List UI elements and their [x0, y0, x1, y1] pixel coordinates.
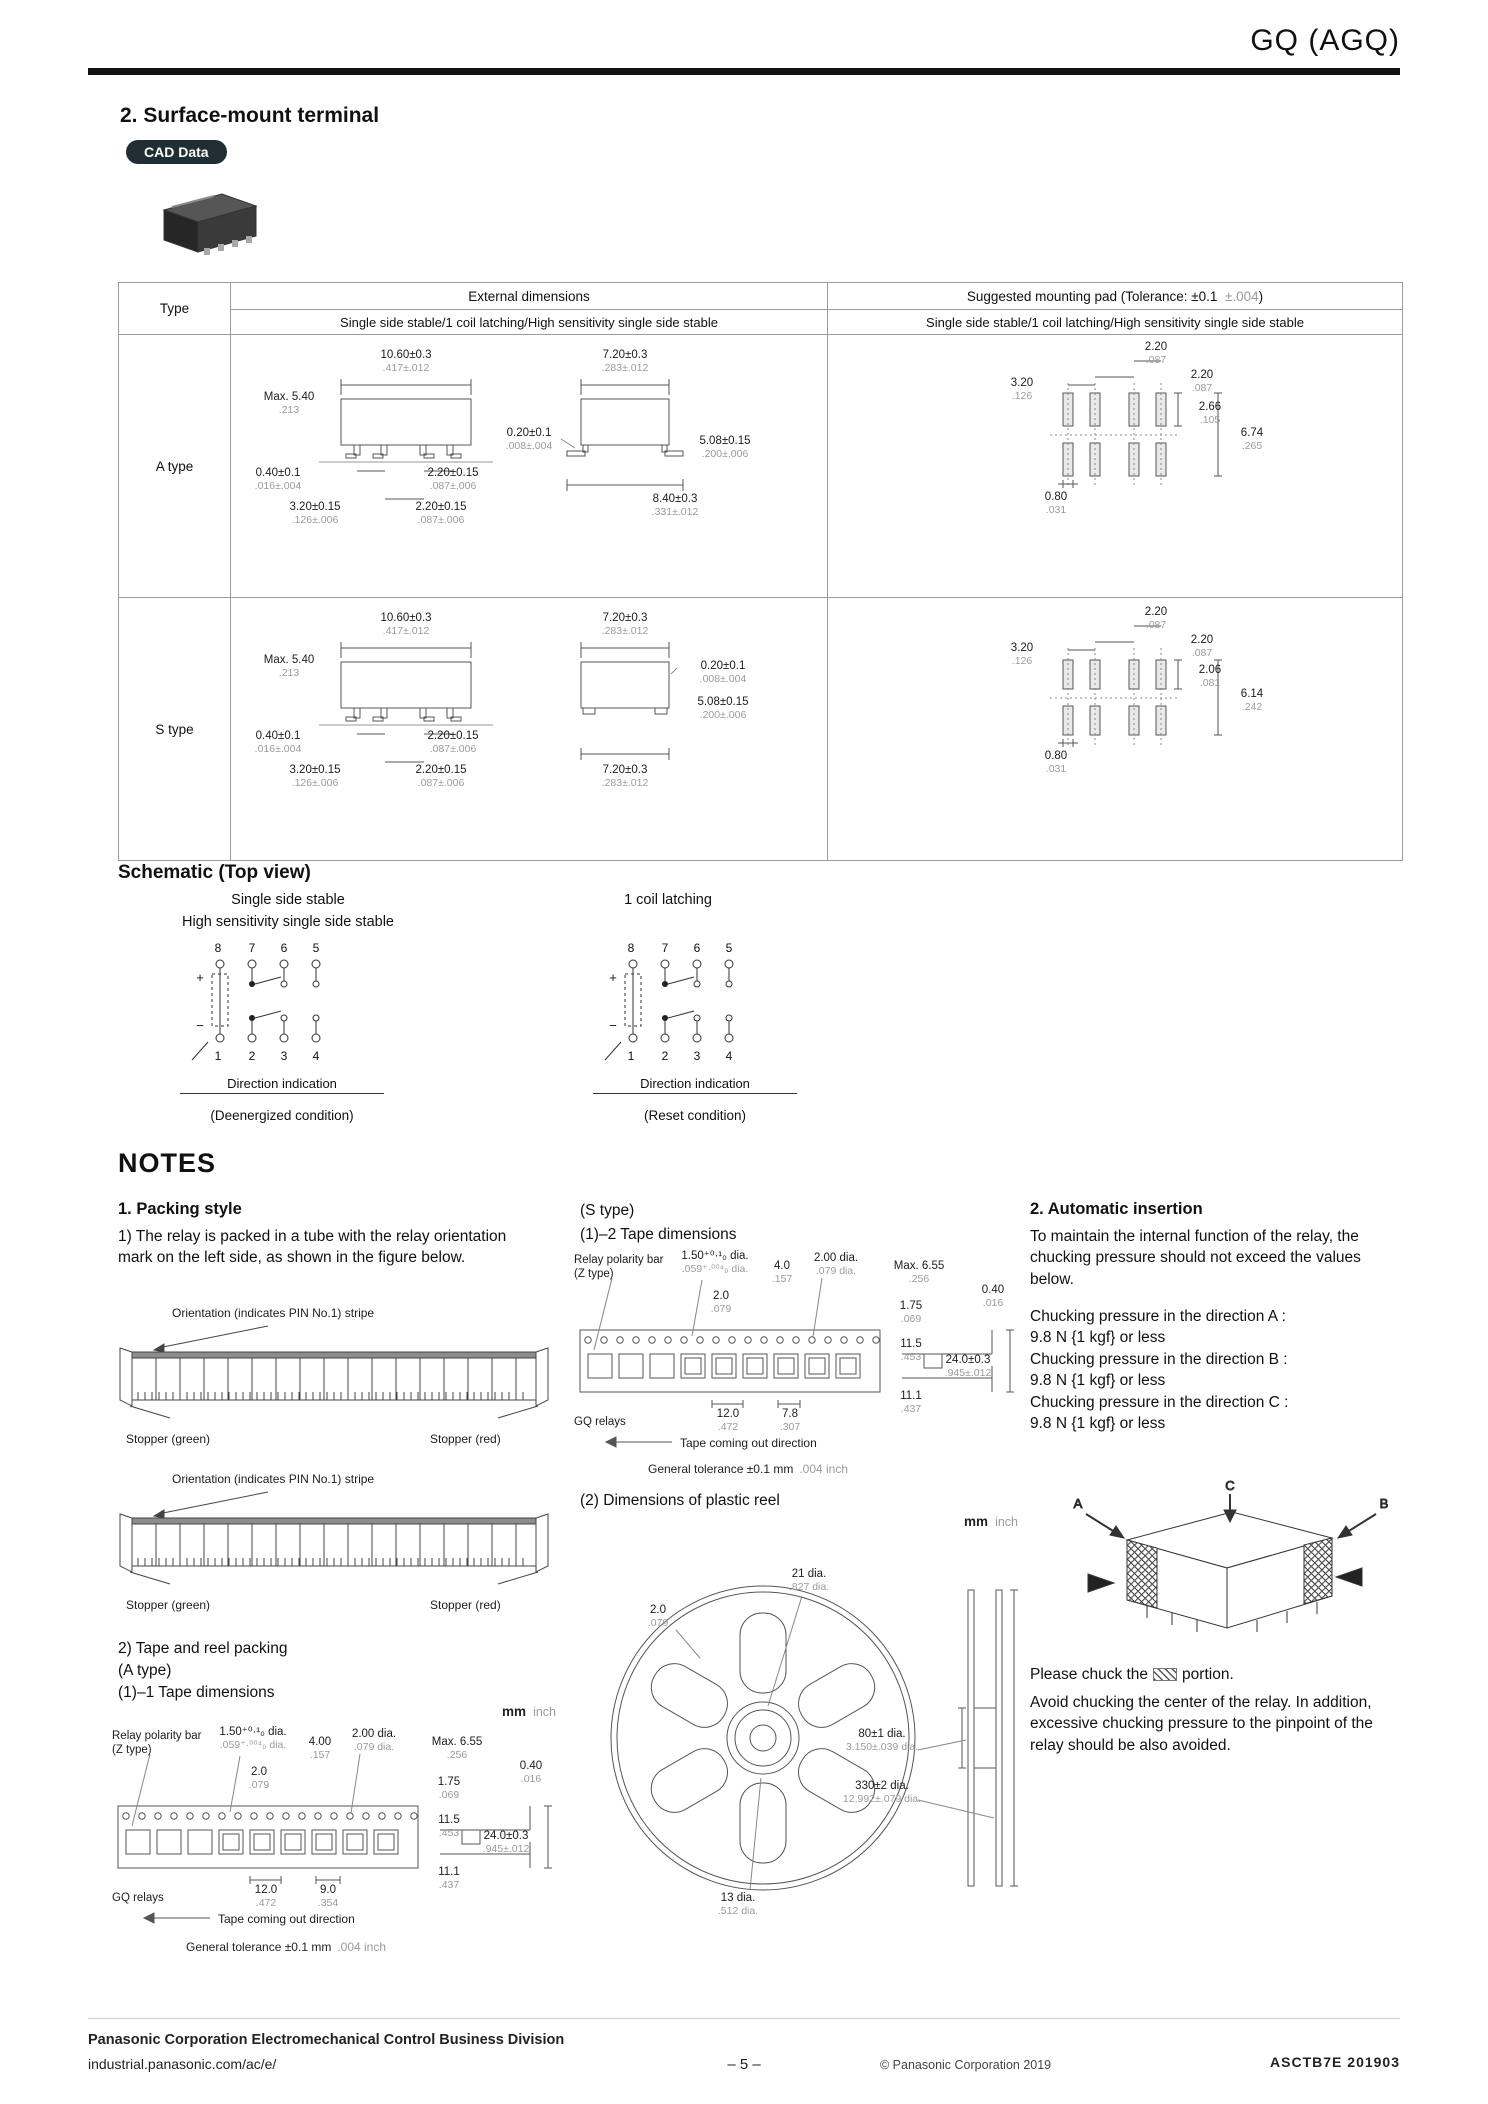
- dim-tape-175: 1.75 .069: [437, 1776, 461, 1802]
- svg-text:3: 3: [693, 1049, 701, 1063]
- svg-text:1: 1: [627, 1049, 635, 1063]
- dim-tape-040: 0.40 .016: [519, 1760, 543, 1786]
- dim-reel-13dia: 13 dia. .512 dia.: [717, 1892, 759, 1918]
- dim-tape-175: 1.75 .069: [899, 1300, 923, 1326]
- dim-tape-max-655: Max. 6.55 .256: [431, 1736, 483, 1762]
- dimensions-table: [118, 282, 1403, 861]
- dim-a-max-height: Max. 5.40 .213: [263, 391, 315, 417]
- dim-s-pad-pitch-1: 2.20 .087: [1144, 606, 1168, 632]
- reel-drawing: [578, 1538, 1028, 1938]
- footer-copyright: © Panasonic Corporation 2019: [880, 2058, 1052, 2072]
- orientation-stripe-label: Orientation (indicates PIN No.1) stripe: [172, 1472, 375, 1486]
- dim-reel-330dia: 330±2 dia. 12.992±.079 dia.: [842, 1780, 922, 1806]
- units-mm-inch: mm inch: [964, 1514, 1018, 1529]
- pad-header-close: ): [1258, 288, 1264, 304]
- dim-tape-max-655: Max. 6.55 .256: [893, 1260, 945, 1286]
- plastic-reel-figure: [578, 1538, 1028, 1938]
- section-title: 2. Surface-mount terminal: [120, 104, 380, 127]
- tape-dimensions-a-figure: [110, 1726, 562, 1934]
- schematic-single-side-stable: [162, 940, 402, 1135]
- row-s-type-label: S type: [119, 598, 231, 861]
- tape-dimensions-2-heading: (1)–2 Tape dimensions: [580, 1226, 737, 1243]
- dim-s-total-width: 7.20±0.3 .283±.012: [601, 764, 649, 790]
- polarity-line-2: (Z type): [112, 1743, 152, 1756]
- col-type-header: Type: [119, 283, 231, 335]
- dim-a-pitch-3: 2.20±0.15 .087±.006: [415, 501, 467, 527]
- dim-a-pin-width: 0.40±0.1 .016±.004: [254, 467, 302, 493]
- svg-text:5: 5: [725, 941, 733, 955]
- dim-tape-120: 12.0 .472: [716, 1408, 740, 1434]
- dim-tape-hole-dia: 2.00 dia. .079 dia.: [351, 1728, 397, 1754]
- dim-s-pad-width: 0.80 .031: [1044, 750, 1068, 776]
- general-tolerance-note: General tolerance ±0.1 mm .004 inch: [648, 1462, 849, 1476]
- chucking-direction-figure: [1032, 1478, 1412, 1653]
- stopper-green-label: Stopper (green): [126, 1432, 211, 1446]
- tape-dimensions-s-figure: [572, 1250, 1024, 1458]
- gq-relays-label: GQ relays: [112, 1892, 164, 1904]
- dim-tape-4mm: 4.0 .157: [771, 1260, 793, 1286]
- chucking-direction-b: Chucking pressure in the direction B :: [1030, 1350, 1288, 1368]
- svg-text:A: A: [1073, 1496, 1083, 1511]
- footer-company: Panasonic Corporation Electromechanical Control Business Division: [88, 2032, 565, 2048]
- dim-s-pad-pitch-2: 2.20 .087: [1190, 634, 1214, 660]
- dim-a-pad-width: 0.80 .031: [1044, 491, 1068, 517]
- dim-a-pad-mid-pitch: 3.20 .126: [1010, 377, 1034, 403]
- a-pad-cell: [828, 335, 1403, 598]
- chuck-post-text: portion.: [1182, 1666, 1234, 1683]
- svg-text:C: C: [1225, 1478, 1235, 1493]
- dim-tape-4mm: 4.00 .157: [308, 1736, 332, 1762]
- a-pad-drawing: [828, 335, 1402, 597]
- dim-s-width: 10.60±0.3 .417±.012: [380, 612, 432, 638]
- chuck-instruction-line: [1030, 1664, 1410, 1685]
- dim-reel-80dia: 80±1 dia. 3.150±.039 dia.: [845, 1728, 919, 1754]
- dim-s-pad-mid-pitch: 3.20 .126: [1010, 642, 1034, 668]
- dim-tape-2mm: 2.0 .079: [710, 1290, 732, 1316]
- schematic-right-caption: 1 coil latching: [624, 892, 712, 908]
- dim-a-standoff: 0.20±0.1 .008±.004: [505, 427, 553, 453]
- schematic-left-caption-1: Single side stable: [231, 892, 345, 908]
- direction-indication-label: Direction indication: [593, 1076, 797, 1094]
- s-external-cell: [231, 598, 828, 861]
- dim-a-depth: 7.20±0.3 .283±.012: [601, 349, 649, 375]
- schematic-left-caption-2: High sensitivity single side stable: [182, 914, 394, 930]
- cad-data-badge[interactable]: CAD Data: [126, 140, 227, 164]
- svg-text:6: 6: [280, 941, 288, 955]
- notes-title: NOTES: [118, 1148, 217, 1178]
- dim-tape-115: 11.5 .453: [900, 1338, 922, 1364]
- footer-url[interactable]: industrial.panasonic.com/ac/e/: [88, 2056, 277, 2072]
- packing-style-heading: 1. Packing style: [118, 1200, 242, 1218]
- schematic-drawing-right: [575, 940, 805, 1068]
- svg-text:4: 4: [312, 1049, 320, 1063]
- pad-subheader: Single side stable/1 coil latching/High sensitivity single side stable: [828, 310, 1403, 335]
- dim-tape-2mm: 2.0 .079: [248, 1766, 270, 1792]
- schematic-title: Schematic (Top view): [118, 862, 311, 883]
- dim-tape-115: 11.5 .453: [438, 1814, 460, 1840]
- external-subheader: Single side stable/1 coil latching/High sensitivity single side stable: [231, 310, 828, 335]
- svg-text:4: 4: [725, 1049, 733, 1063]
- svg-text:2: 2: [248, 1049, 256, 1063]
- svg-text:1: 1: [214, 1049, 222, 1063]
- tape-direction-label: Tape coming out direction: [680, 1436, 817, 1450]
- dim-a-pitch-2: 3.20±0.15 .126±.006: [289, 501, 341, 527]
- chuck-pre-text: Please chuck the: [1030, 1666, 1149, 1683]
- svg-text:6: 6: [693, 941, 701, 955]
- tape-dimensions-1-heading: (1)–1 Tape dimensions: [118, 1684, 275, 1701]
- stopper-red-label: Stopper (red): [430, 1598, 501, 1612]
- dim-tape-111: 11.1 .437: [900, 1390, 922, 1416]
- dim-reel-21dia: 21 dia. .827 dia.: [788, 1568, 830, 1594]
- direction-indication-label: Direction indication: [180, 1076, 384, 1094]
- svg-text:5: 5: [312, 941, 320, 955]
- footer-doc-code: ASCTB7E 201903: [1270, 2054, 1400, 2070]
- plastic-reel-heading: (2) Dimensions of plastic reel: [580, 1492, 780, 1509]
- svg-text:2: 2: [661, 1049, 669, 1063]
- reset-condition-label: (Reset condition): [643, 1108, 747, 1123]
- svg-text:8: 8: [214, 941, 222, 955]
- stopper-red-label: Stopper (red): [430, 1432, 501, 1446]
- dim-a-pad-pitch-2: 2.20 .087: [1190, 369, 1214, 395]
- svg-text:−: −: [196, 1018, 204, 1033]
- a-external-drawing: [231, 335, 827, 597]
- dim-a-pin-spread: 5.08±0.15 .200±.006: [699, 435, 751, 461]
- tube-packing-figure-2: [118, 1472, 558, 1630]
- dim-tape-240: 24.0±0.3 .945±.012: [482, 1830, 530, 1856]
- schematic-coil-latching: [575, 940, 815, 1135]
- tape-direction-label: Tape coming out direction: [218, 1912, 355, 1926]
- svg-text:3: 3: [280, 1049, 288, 1063]
- dim-a-pad-length: 2.66 .105: [1198, 401, 1222, 427]
- deenergized-condition-label: (Deenergized condition): [210, 1108, 354, 1123]
- s-pad-drawing: [828, 598, 1402, 860]
- chucking-drawing: [1032, 1478, 1412, 1653]
- dim-tape-111: 11.1 .437: [438, 1866, 460, 1892]
- dim-s-pad-span: 6.14 .242: [1240, 688, 1264, 714]
- general-tolerance-note: General tolerance ±0.1 mm .004 inch: [186, 1940, 387, 1954]
- schematic-drawing-left: [162, 940, 392, 1068]
- tape-reel-heading: 2) Tape and reel packing: [118, 1640, 288, 1657]
- a-external-cell: [231, 335, 828, 598]
- dim-tape-sprocket-dia: 1.50⁺⁰·¹₀ dia. .059⁺·⁰⁰⁴₀ dia.: [681, 1250, 749, 1276]
- svg-text:8: 8: [627, 941, 635, 955]
- dim-tape-90: 9.0 .354: [317, 1884, 339, 1910]
- tube-packing-figure-1: [118, 1306, 558, 1464]
- a-type-subheading: (A type): [118, 1662, 172, 1679]
- dim-reel-2mm: 2.0 .079: [647, 1604, 669, 1630]
- gq-relays-label: GQ relays: [574, 1416, 626, 1428]
- dim-tape-120: 12.0 .472: [254, 1884, 278, 1910]
- dim-s-max-height: Max. 5.40 .213: [263, 654, 315, 680]
- stopper-green-label: Stopper (green): [126, 1598, 211, 1612]
- automatic-insertion-heading: 2. Automatic insertion: [1030, 1200, 1203, 1218]
- relay-photo-drawing: [150, 182, 270, 268]
- col-external-header: External dimensions: [231, 283, 828, 310]
- s-external-drawing: [231, 598, 827, 860]
- polarity-line-1: Relay polarity bar: [112, 1730, 202, 1742]
- dim-a-pad-span: 6.74 .265: [1240, 427, 1264, 453]
- polarity-line-1: Relay polarity bar: [574, 1254, 664, 1266]
- chucking-pressure-list: [1030, 1306, 1402, 1434]
- s-pad-cell: [828, 598, 1403, 861]
- dim-tape-78: 7.8 .307: [779, 1408, 801, 1434]
- dim-tape-hole-dia: 2.00 dia. .079 dia.: [813, 1252, 859, 1278]
- orientation-stripe-label: Orientation (indicates PIN No.1) stripe: [172, 1306, 375, 1320]
- avoid-chucking-paragraph: Avoid chucking the center of the relay. In addition, excessive chucking pressure to the pinpoint of the relay should be also avoided.: [1030, 1694, 1373, 1754]
- s-type-subheading: (S type): [580, 1202, 635, 1219]
- pad-header-tol-inch: ±.004: [1224, 288, 1259, 304]
- col-pad-header: [828, 283, 1403, 310]
- dim-s-pad-length: 2.06 .081: [1198, 664, 1222, 690]
- svg-text:7: 7: [661, 941, 669, 955]
- relay-polarity-bar-label: [112, 1730, 201, 1758]
- dim-a-width: 10.60±0.3 .417±.012: [380, 349, 432, 375]
- dim-s-pitch-1: 2.20±0.15 .087±.006: [427, 730, 479, 756]
- tube-drawing: [118, 1322, 558, 1426]
- dim-s-pin-spread: 5.08±0.15 .200±.006: [697, 696, 749, 722]
- chucking-direction-a: Chucking pressure in the direction A :: [1030, 1308, 1286, 1325]
- chucking-value-b: 9.8 N {1 kgf} or less: [1030, 1372, 1166, 1390]
- chucking-value-a: 9.8 N {1 kgf} or less: [1030, 1329, 1166, 1347]
- footer-divider: [88, 2018, 1400, 2019]
- row-a-type-label: A type: [119, 335, 231, 598]
- svg-text:7: 7: [248, 941, 256, 955]
- dim-s-pitch-3: 2.20±0.15 .087±.006: [415, 764, 467, 790]
- packing-style-paragraph: 1) The relay is packed in a tube with the relay orientation mark on the left side, as shown in the figure below.: [118, 1228, 507, 1267]
- polarity-line-2: (Z type): [574, 1267, 614, 1280]
- dim-s-standoff: 0.20±0.1 .008±.004: [699, 660, 747, 686]
- header-rule: [88, 68, 1400, 75]
- hatch-swatch: [1153, 1668, 1177, 1681]
- chucking-direction-c: Chucking pressure in the direction C :: [1030, 1393, 1289, 1411]
- units-mm-inch: mm inch: [502, 1704, 556, 1719]
- automatic-insertion-paragraph: To maintain the internal function of the relay, the chucking pressure should not exceed the values below.: [1030, 1228, 1361, 1288]
- dim-tape-sprocket-dia: 1.50⁺⁰·¹₀ dia. .059⁺·⁰⁰⁴₀ dia.: [219, 1726, 287, 1752]
- dim-s-depth: 7.20±0.3 .283±.012: [601, 612, 649, 638]
- page-title: GQ (AGQ): [1250, 24, 1400, 57]
- footer-page-number: – 5 –: [727, 2056, 761, 2073]
- pad-header-text: Suggested mounting pad (Tolerance: ±0.1: [966, 288, 1218, 304]
- dim-s-pin-width: 0.40±0.1 .016±.004: [254, 730, 302, 756]
- chucking-value-c: 9.8 N {1 kgf} or less: [1030, 1414, 1166, 1432]
- tube-drawing: [118, 1488, 558, 1592]
- dim-tape-240: 24.0±0.3 .945±.012: [944, 1354, 992, 1380]
- dim-a-total-width: 8.40±0.3 .331±.012: [651, 493, 699, 519]
- svg-text:+: +: [196, 970, 204, 985]
- dim-a-pitch-1: 2.20±0.15 .087±.006: [427, 467, 479, 493]
- relay-product-image: [150, 182, 270, 268]
- relay-polarity-bar-label: [574, 1254, 663, 1282]
- dim-tape-040: 0.40 .016: [981, 1284, 1005, 1310]
- dim-s-pitch-2: 3.20±0.15 .126±.006: [289, 764, 341, 790]
- dim-a-pad-pitch-1: 2.20 .087: [1144, 341, 1168, 367]
- svg-text:+: +: [609, 970, 617, 985]
- svg-text:B: B: [1379, 1496, 1389, 1511]
- svg-text:−: −: [609, 1018, 617, 1033]
